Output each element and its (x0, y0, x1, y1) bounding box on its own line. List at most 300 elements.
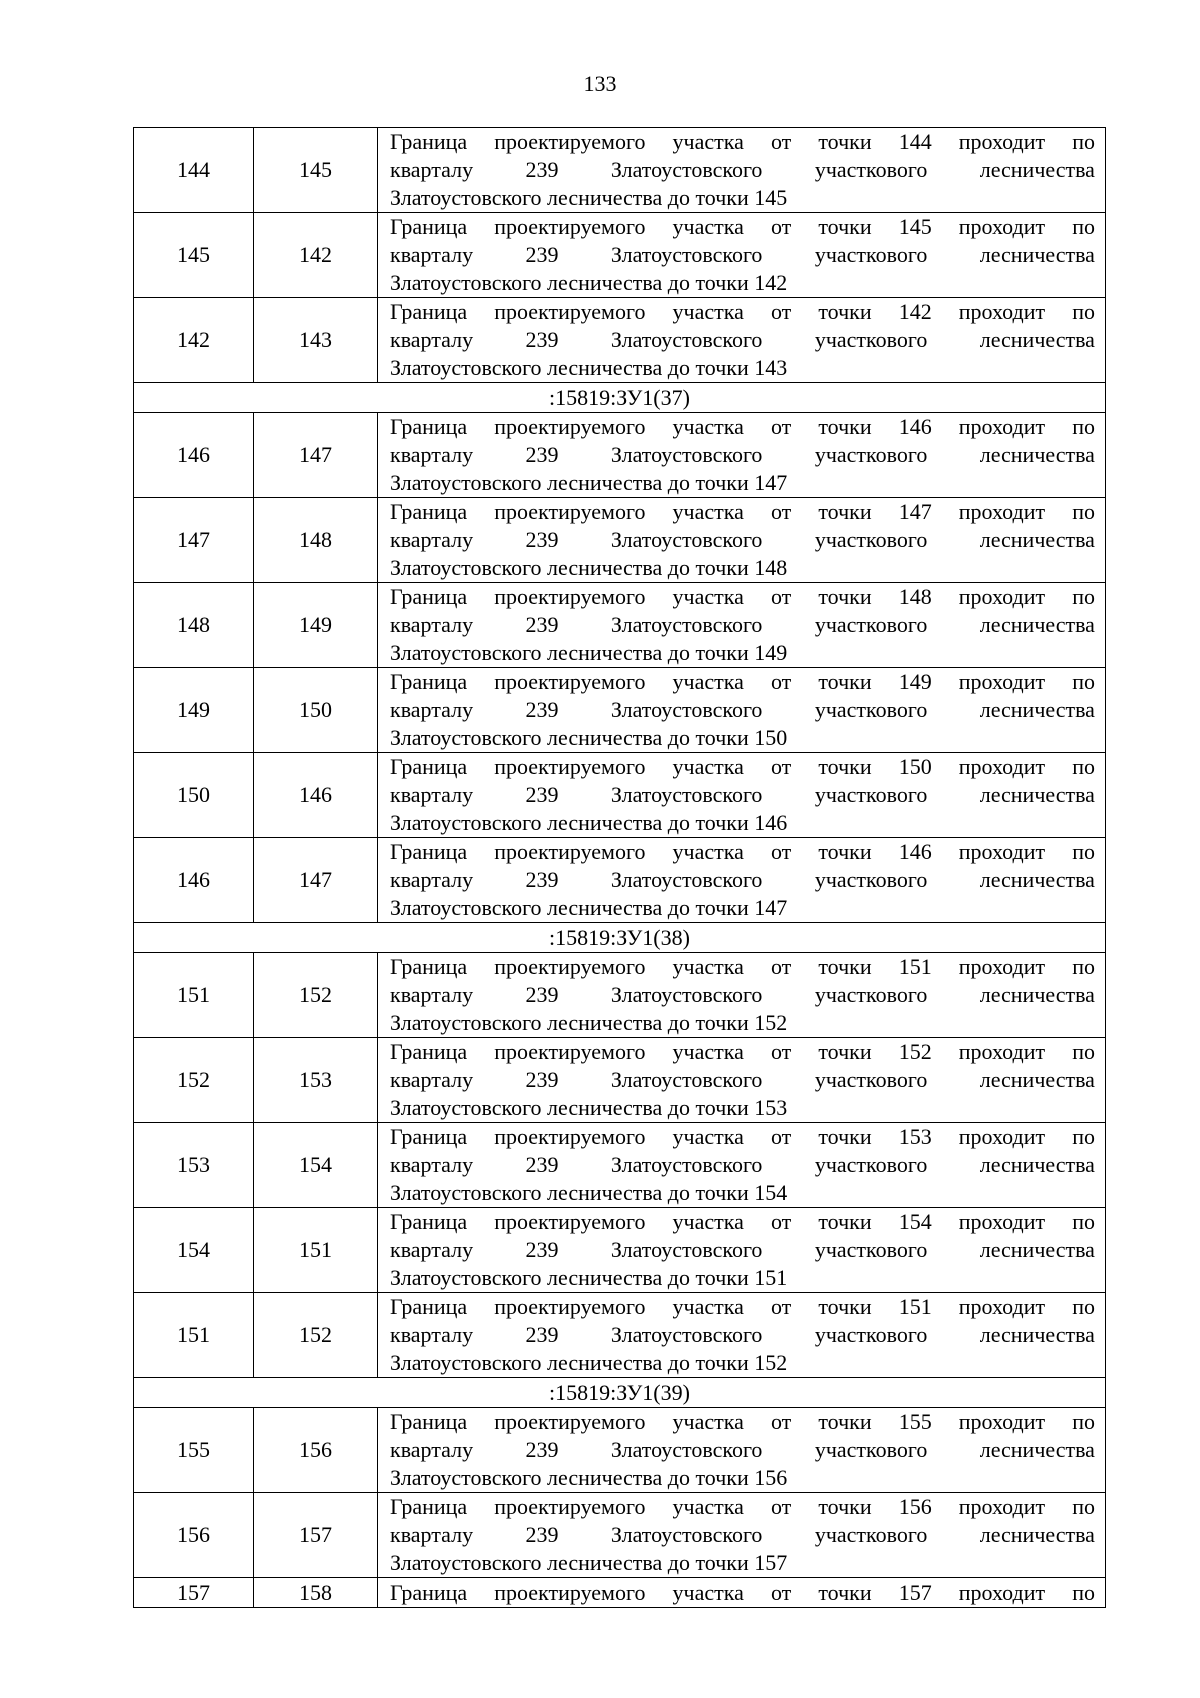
description-word: по (1072, 1039, 1095, 1064)
description-line (390, 1009, 1095, 1037)
page-number: 133 (583, 71, 617, 96)
description-word: 239 (525, 1067, 559, 1092)
from-point-cell: 151 (134, 953, 254, 1038)
description-word: проходит (958, 414, 1046, 439)
description-word: участка (672, 839, 744, 864)
description-word: точки (818, 499, 872, 524)
boundary-description-cell (378, 1038, 1106, 1123)
description-word: Златоустовского лесничества до точки (390, 810, 749, 835)
description-word: по (1072, 299, 1095, 324)
description-word: участка (672, 214, 744, 239)
table-row (134, 1578, 1106, 1608)
description-word: кварталу (390, 697, 474, 722)
description-word: Златоустовского лесничества до точки (390, 355, 749, 380)
boundary-description-cell (378, 753, 1106, 838)
description-word: проходит (958, 1124, 1046, 1149)
description-word: точки (818, 1409, 872, 1434)
description-word: 149 (898, 669, 932, 694)
description-word: от (770, 1039, 792, 1064)
description-word: участка (672, 129, 744, 154)
from-point-cell: 142 (134, 298, 254, 383)
description-word: участкового (814, 442, 928, 467)
description-line (390, 611, 1095, 639)
description-word: Граница (390, 669, 468, 694)
description-word: 156 (898, 1494, 932, 1519)
description-word: точки (818, 1039, 872, 1064)
description-word: лесничества (979, 1522, 1095, 1547)
to-point-cell: 147 (254, 838, 378, 923)
description-line (390, 1349, 1095, 1377)
description-word: Златоустовского (610, 1522, 763, 1547)
description-word: участкового (814, 527, 928, 552)
description-word: точки (818, 414, 872, 439)
description-word: Златоустовского (610, 867, 763, 892)
description-word: от (770, 954, 792, 979)
description-word: 146 (754, 810, 788, 835)
description-word: проектируемого (494, 414, 646, 439)
section-header-row (134, 1378, 1106, 1408)
description-word: лесничества (979, 867, 1095, 892)
description-word: участка (672, 1209, 744, 1234)
description-word: 239 (525, 612, 559, 637)
description-word: проходит (958, 1209, 1046, 1234)
description-word: лесничества (979, 1237, 1095, 1262)
description-line (390, 724, 1095, 752)
description-line (390, 413, 1095, 441)
description-word: точки (818, 954, 872, 979)
table-row (134, 583, 1106, 668)
description-word: участкового (814, 1237, 928, 1262)
description-word: лесничества (979, 782, 1095, 807)
description-word: 142 (754, 270, 788, 295)
table-row (134, 1208, 1106, 1293)
description-word: 151 (754, 1265, 788, 1290)
description-word: лесничества (979, 157, 1095, 182)
description-word: проходит (958, 214, 1046, 239)
description-line (390, 1549, 1095, 1577)
from-point-cell: 156 (134, 1493, 254, 1578)
table-row (134, 1293, 1106, 1378)
description-word: 142 (898, 299, 932, 324)
description-word: лесничества (979, 1322, 1095, 1347)
from-point-cell: 157 (134, 1578, 254, 1608)
description-word: Златоустовского (610, 982, 763, 1007)
description-word: участка (672, 1494, 744, 1519)
boundary-description-cell (378, 1408, 1106, 1493)
table-row (134, 1493, 1106, 1578)
description-word: проходит (958, 1294, 1046, 1319)
description-word: 154 (754, 1180, 788, 1205)
to-point-cell: 152 (254, 1293, 378, 1378)
description-word: кварталу (390, 1152, 474, 1177)
description-word: участкового (814, 327, 928, 352)
description-word: участка (672, 1579, 744, 1605)
description-word: по (1072, 1294, 1095, 1319)
description-word: проходит (958, 754, 1046, 779)
description-word: от (770, 1294, 792, 1319)
description-word: участкового (814, 782, 928, 807)
description-word: проектируемого (494, 1409, 646, 1434)
description-word: участка (672, 1124, 744, 1149)
description-line (390, 866, 1095, 894)
description-word: проходит (958, 1494, 1046, 1519)
to-point-cell: 158 (254, 1578, 378, 1608)
description-word: кварталу (390, 157, 474, 182)
to-point-cell: 145 (254, 128, 378, 213)
description-word: по (1072, 1124, 1095, 1149)
description-word: Златоустовского лесничества до точки (390, 555, 749, 580)
description-line (390, 1151, 1095, 1179)
description-word: 153 (898, 1124, 932, 1149)
description-word: кварталу (390, 1067, 474, 1092)
description-word: 153 (754, 1095, 788, 1120)
section-label: :15819:ЗУ1(39) (134, 1378, 1106, 1408)
description-word: участкового (814, 1067, 928, 1092)
description-word: Граница (390, 1039, 468, 1064)
from-point-cell: 146 (134, 838, 254, 923)
description-line (390, 1236, 1095, 1264)
description-word: 239 (525, 242, 559, 267)
description-word: по (1072, 1579, 1095, 1605)
description-word: проектируемого (494, 839, 646, 864)
description-word: 239 (525, 1237, 559, 1262)
table-row (134, 1038, 1106, 1123)
table-row (134, 1408, 1106, 1493)
to-point-cell: 156 (254, 1408, 378, 1493)
description-line (390, 781, 1095, 809)
description-word: Граница (390, 754, 468, 779)
description-word: Златоустовского (610, 697, 763, 722)
to-point-cell: 149 (254, 583, 378, 668)
description-word: 239 (525, 1152, 559, 1177)
description-word: проходит (958, 129, 1046, 154)
description-line (390, 1493, 1095, 1521)
description-word: проходит (958, 584, 1046, 609)
table-row (134, 1123, 1106, 1208)
description-word: 146 (898, 414, 932, 439)
description-word: Златоустовского (610, 527, 763, 552)
description-word: Златоустовского лесничества до точки (390, 1350, 749, 1375)
description-word: от (770, 669, 792, 694)
description-word: 239 (525, 697, 559, 722)
to-point-cell: 146 (254, 753, 378, 838)
description-line (390, 1293, 1095, 1321)
description-line (390, 1579, 1095, 1607)
to-point-cell: 152 (254, 953, 378, 1038)
description-line (390, 668, 1095, 696)
description-word: 144 (898, 129, 932, 154)
description-word: проходит (958, 954, 1046, 979)
description-word: проходит (958, 669, 1046, 694)
to-point-cell: 154 (254, 1123, 378, 1208)
description-word: 239 (525, 327, 559, 352)
table-row (134, 213, 1106, 298)
description-word: Граница (390, 414, 468, 439)
description-word: Златоустовского лесничества до точки (390, 470, 749, 495)
boundary-description-cell (378, 953, 1106, 1038)
description-word: кварталу (390, 867, 474, 892)
description-word: участка (672, 299, 744, 324)
description-line (390, 213, 1095, 241)
boundary-description-cell (378, 1208, 1106, 1293)
description-word: проектируемого (494, 954, 646, 979)
description-word: 239 (525, 782, 559, 807)
from-point-cell: 155 (134, 1408, 254, 1493)
description-word: Граница (390, 1124, 468, 1149)
description-word: 145 (898, 214, 932, 239)
description-word: лесничества (979, 1152, 1095, 1177)
description-word: 148 (898, 584, 932, 609)
description-word: кварталу (390, 782, 474, 807)
description-word: Граница (390, 1409, 468, 1434)
description-word: Златоустовского лесничества до точки (390, 895, 749, 920)
description-line (390, 583, 1095, 611)
boundary-description-cell (378, 1578, 1106, 1608)
description-word: точки (818, 584, 872, 609)
description-word: проектируемого (494, 1579, 646, 1605)
description-word: точки (818, 1209, 872, 1234)
description-line (390, 981, 1095, 1009)
description-line (390, 753, 1095, 781)
boundary-description-cell (378, 213, 1106, 298)
description-word: кварталу (390, 327, 474, 352)
description-word: лесничества (979, 527, 1095, 552)
description-word: лесничества (979, 982, 1095, 1007)
description-line (390, 696, 1095, 724)
description-word: Златоустовского лесничества до точки (390, 1550, 749, 1575)
description-line (390, 1179, 1095, 1207)
description-word: точки (818, 1124, 872, 1149)
description-word: по (1072, 754, 1095, 779)
description-word: лесничества (979, 612, 1095, 637)
description-word: от (770, 129, 792, 154)
description-word: проектируемого (494, 1209, 646, 1234)
table-body (134, 128, 1106, 1608)
description-line (390, 326, 1095, 354)
description-word: участка (672, 1294, 744, 1319)
description-word: Златоустовского лесничества до точки (390, 725, 749, 750)
boundary-description-cell (378, 413, 1106, 498)
boundary-description-cell (378, 1123, 1106, 1208)
description-line (390, 269, 1095, 297)
description-word: кварталу (390, 1237, 474, 1262)
description-line (390, 838, 1095, 866)
description-word: 147 (754, 470, 788, 495)
description-word: 147 (754, 895, 788, 920)
description-word: по (1072, 214, 1095, 239)
description-word: кварталу (390, 1322, 474, 1347)
from-point-cell: 148 (134, 583, 254, 668)
description-word: участка (672, 414, 744, 439)
description-line (390, 1264, 1095, 1292)
description-word: 154 (898, 1209, 932, 1234)
table-row (134, 298, 1106, 383)
description-word: Златоустовского (610, 242, 763, 267)
description-word: участкового (814, 612, 928, 637)
description-word: Златоустовского (610, 612, 763, 637)
description-word: кварталу (390, 612, 474, 637)
description-word: участкового (814, 697, 928, 722)
description-word: кварталу (390, 982, 474, 1007)
from-point-cell: 144 (134, 128, 254, 213)
boundary-description-cell (378, 1293, 1106, 1378)
section-header-row (134, 383, 1106, 413)
description-word: проектируемого (494, 669, 646, 694)
description-word: 148 (754, 555, 788, 580)
description-word: по (1072, 584, 1095, 609)
description-word: по (1072, 499, 1095, 524)
boundary-description-cell (378, 668, 1106, 753)
description-word: участка (672, 754, 744, 779)
from-point-cell: 149 (134, 668, 254, 753)
to-point-cell: 153 (254, 1038, 378, 1123)
description-word: 152 (754, 1350, 788, 1375)
description-word: участка (672, 1409, 744, 1434)
description-word: Граница (390, 214, 468, 239)
from-point-cell: 150 (134, 753, 254, 838)
description-line (390, 498, 1095, 526)
description-word: Златоустовского (610, 442, 763, 467)
description-word: участкового (814, 1322, 928, 1347)
description-word: проектируемого (494, 129, 646, 154)
description-line (390, 156, 1095, 184)
table-row (134, 753, 1106, 838)
description-line (390, 526, 1095, 554)
description-word: проектируемого (494, 754, 646, 779)
description-word: проектируемого (494, 299, 646, 324)
boundary-description-table (133, 127, 1106, 1608)
description-word: 157 (754, 1550, 788, 1575)
description-word: Граница (390, 584, 468, 609)
from-point-cell: 147 (134, 498, 254, 583)
description-word: Златоустовского (610, 157, 763, 182)
description-word: Златоустовского (610, 782, 763, 807)
description-word: кварталу (390, 527, 474, 552)
boundary-description-cell (378, 498, 1106, 583)
to-point-cell: 157 (254, 1493, 378, 1578)
boundary-description-cell (378, 838, 1106, 923)
description-line (390, 1436, 1095, 1464)
description-word: лесничества (979, 1067, 1095, 1092)
description-line (390, 1464, 1095, 1492)
description-word: 143 (754, 355, 788, 380)
description-word: точки (818, 129, 872, 154)
description-line (390, 554, 1095, 582)
description-word: по (1072, 954, 1095, 979)
description-word: от (770, 299, 792, 324)
description-word: проектируемого (494, 584, 646, 609)
description-word: проектируемого (494, 1124, 646, 1149)
description-line (390, 1038, 1095, 1066)
description-word: по (1072, 1494, 1095, 1519)
description-word: Граница (390, 1294, 468, 1319)
description-word: лесничества (979, 697, 1095, 722)
description-word: 239 (525, 1522, 559, 1547)
table-row (134, 953, 1106, 1038)
description-word: Златоустовского лесничества до точки (390, 1265, 749, 1290)
description-word: участкового (814, 982, 928, 1007)
description-line (390, 1066, 1095, 1094)
description-word: кварталу (390, 242, 474, 267)
description-word: Златоустовского лесничества до точки (390, 1095, 749, 1120)
description-word: Златоустовского лесничества до точки (390, 640, 749, 665)
description-word: от (770, 414, 792, 439)
description-word: точки (818, 839, 872, 864)
description-word: по (1072, 129, 1095, 154)
to-point-cell: 151 (254, 1208, 378, 1293)
description-word: по (1072, 669, 1095, 694)
description-word: 152 (898, 1039, 932, 1064)
description-word: Златоустовского лесничества до точки (390, 1465, 749, 1490)
description-word: 152 (754, 1010, 788, 1035)
section-label: :15819:ЗУ1(37) (134, 383, 1106, 413)
description-word: от (770, 584, 792, 609)
description-word: по (1072, 414, 1095, 439)
description-line (390, 639, 1095, 667)
description-word: по (1072, 1409, 1095, 1434)
description-word: участка (672, 1039, 744, 1064)
section-header-row (134, 923, 1106, 953)
boundary-description-cell (378, 1493, 1106, 1578)
description-word: 239 (525, 527, 559, 552)
section-label: :15819:ЗУ1(38) (134, 923, 1106, 953)
description-word: проектируемого (494, 1039, 646, 1064)
description-word: 239 (525, 157, 559, 182)
description-line (390, 1321, 1095, 1349)
description-word: от (770, 499, 792, 524)
description-line (390, 298, 1095, 326)
description-word: лесничества (979, 327, 1095, 352)
description-word: Златоустовского (610, 327, 763, 352)
description-line (390, 1521, 1095, 1549)
description-word: по (1072, 839, 1095, 864)
description-line (390, 894, 1095, 922)
description-word: 145 (754, 185, 788, 210)
table-row (134, 128, 1106, 213)
boundary-description-cell (378, 128, 1106, 213)
description-word: проектируемого (494, 499, 646, 524)
description-word: от (770, 1209, 792, 1234)
description-word: проходит (958, 499, 1046, 524)
description-word: лесничества (979, 442, 1095, 467)
description-word: точки (818, 754, 872, 779)
description-word: 157 (898, 1579, 932, 1605)
description-word: 239 (525, 982, 559, 1007)
description-word: 239 (525, 1322, 559, 1347)
description-line (390, 184, 1095, 212)
description-word: Златоустовского (610, 1152, 763, 1177)
table-row (134, 838, 1106, 923)
description-word: 239 (525, 1437, 559, 1462)
description-word: 239 (525, 442, 559, 467)
description-word: 239 (525, 867, 559, 892)
description-word: точки (818, 214, 872, 239)
description-word: проходит (958, 1409, 1046, 1434)
description-line (390, 1123, 1095, 1151)
description-word: проектируемого (494, 1294, 646, 1319)
description-word: точки (818, 1294, 872, 1319)
from-point-cell: 146 (134, 413, 254, 498)
description-word: Златоустовского лесничества до точки (390, 1010, 749, 1035)
description-line (390, 1408, 1095, 1436)
description-line (390, 1094, 1095, 1122)
description-word: участкового (814, 242, 928, 267)
description-word: от (770, 1409, 792, 1434)
description-word: точки (818, 1494, 872, 1519)
description-word: от (770, 754, 792, 779)
to-point-cell: 148 (254, 498, 378, 583)
description-word: Златоустовского (610, 1322, 763, 1347)
